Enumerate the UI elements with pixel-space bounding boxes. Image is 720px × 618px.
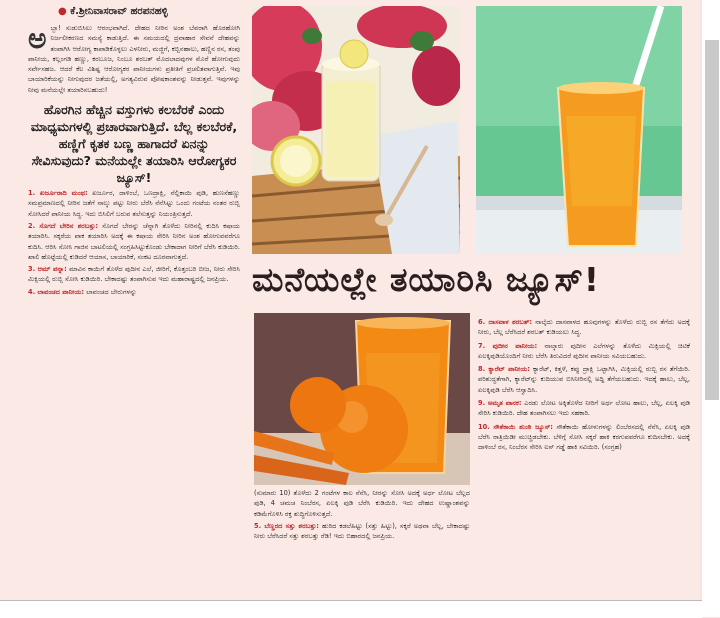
- recipe-item-text: ಲಾವಂಚದ ಬೇರುಗಳನ್ನು: [84, 287, 137, 296]
- adjacent-page-strip: [702, 0, 720, 617]
- recipe-item-text: ಸೊಗದೆ ಬೇರನ್ನು ಚೆನ್ನಾಗಿ ತೊಳೆದು ನೀರಿನಲ್ಲಿ ಕುದಿಸಿ ಕಷಾಯ ತಯಾರಿಸಿ. ಸಕ್ಕರೆಯ ಪಾಕ ತಯಾರಿಸಿ ಅದಕ್ಕೆ ಈ ಕಷಾಯ ಸೇರಿಸಿ ನೀರಿನ ಅಂಶ ಹೋಗುವವರೆಗೂ ಕುದಿಸಿ. ಆರಿಸಿ ಸೋಸಿ ಗಾಜಿನ ಬಾಟಲಿಯಲ್ಲಿ ಸಂಗ್ರಹಿಸಿಟ್ಟುಕೊಂಡು ಬೇಕಾದಾಗ ನೀರಿಗೆ ಬೆರೆಸಿ ಕುಡಿಯಿರಿ. ಖಾಲಿ ಹೊಟ್ಟೆಯಲ್ಲಿ ಕುಡಿದರೆ ಆಯಾಸ, ಬಾಯಾರಿಕೆ, ಸಂಕಟ ದೂರವಾಗುತ್ತದೆ.: [28, 221, 240, 261]
- deck-highlight: ಹೊರಗಿನ ಹೆಚ್ಚಿನ ವಸ್ತುಗಳು ಕಲಬೆರಕೆ ಎಂದು ಮಾಧ್ಯಮಗಳಲ್ಲಿ ಪ್ರಚಾರವಾಗುತ್ತಿದೆ. ಬೆಲ್ಲ ಕಲಬೆರಕೆ, ಹಣ್ಣಿಗೆ ಕೃತಕ ಬಣ್ಣ ಹಾಗಾದರೆ ಏನನ್ನು ಸೇವಿಸುವುದು? ಮನೆಯಲ್ಲೇ ತಯಾರಿಸಿ ಆರೋಗ್ಯಕರ ಜ್ಯೂಸ್!: [30, 102, 238, 186]
- recipe-item-title: 9. ಅಮೃತ ಪಾನಕ:: [478, 399, 522, 408]
- recipe-item-title: 10. ಸೌತೆಕಾಯಿ ಶುಂಠಿ ಜ್ಯೂಸ್:: [478, 422, 553, 431]
- recipe-item: [478, 317, 690, 338]
- recipe-item: [28, 287, 240, 297]
- recipe-item-text: (ಸುಮಾರು 10) ತೊಳೆದು 2 ಗಂಟೆಗಳ ಕಾಲ ನೆನೆಸಿ, ನೀರನ್ನು ಸೋಸಿ ಅದಕ್ಕೆ ಅರ್ಧ ಲೋಟ ಬೆಲ್ಲದ ಪುಡಿ, 4 ಚಮಚ ನಿಂಬೆರಸ, ಏಲಕ್ಕಿ ಪುಡಿ ಬೆರೆಸಿ ಕುಡಿಯಿರಿ. ಇದು ದೇಹದ ಉಷ್ಣಾಂಶವನ್ನು ಕಡಿಮೆಗೊಳಿಸಿ ರಕ್ತ ಶುದ್ಧಿಗೊಳಿಸುತ್ತದೆ.: [254, 489, 470, 518]
- adjacent-page-image: [705, 40, 719, 400]
- recipe-list-right: [478, 317, 690, 456]
- recipe-item-title: 6. ದಾಸವಾಳ ಶರಬತ್:: [478, 318, 532, 326]
- recipe-list-middle: [254, 488, 470, 543]
- recipe-item-text: ಮಾವಿನ ಕಾಯಿಗೆ ತೊಳೆದ ಪುದೀನ ಎಲೆ, ಜೀರಿಗೆ, ಕೊತ್ತಂಬರಿ ಬೀಜ, ನೀರು ಸೇರಿಸಿ ಮಿಕ್ಸಿಯಲ್ಲಿ ರುಬ್ಬಿ ಸೋಸಿ ಕುಡಿಯಿರಿ. ಬೇಕಾದಷ್ಟು ತಂಪಾಗಿಸುವ ಇದು ಮಹಾರಾಷ್ಟ್ರದಲ್ಲಿ ಜನಪ್ರಿಯ.: [28, 265, 240, 284]
- recipe-item-text: ಕ್ಯಾರೆಟ್, ಕಿತ್ತಳೆ, ಕಪ್ಪು ದ್ರಾಕ್ಷಿ ಒಟ್ಟಾಗಿಸಿ, ಮಿಕ್ಸಿಯಲ್ಲಿ ರುಬ್ಬಿ ರಸ ತೆಗೆಯಿರಿ. ಪರಿಶುದ್ಧತೆಗಾಗಿ, ಕ್ಯಾರೆಟ್‍ನ್ನು ಕುದಿಯುವ ಬಿಸಿನೀರಿನಲ್ಲಿ ಅದ್ದಿ ತೆಗೆಯಬಹುದು. ಇದಕ್ಕೆ ಹಾಲು, ಬೆಲ್ಲ, ಏಲಕ್ಕಿಪುಡಿ ಬೆರೆಸಿ ಆಸ್ವಾದಿಸಿ.: [478, 365, 690, 394]
- recipe-item-title: 5. ಬೆಣ್ಣರದ ಸತ್ತು ಶರಬತ್ತು:: [254, 521, 319, 530]
- intro-text: ಬ್ಬಾ! ಸುಡುಬಿಸಿಲು ಆರಂಭವಾಗಿದೆ. ದೇಹದ ನೀರಿನ ಅಂಶ ಬೆವರಾಗಿ ಹೊರಹೋಗಿ ನಿರ್ಜಲೀಕರಣದ ಸಮಸ್ಯೆ ಕಾಡುತ್ತಿದೆ. ಈ ಸಮಯದಲ್ಲಿ ದ್ರವಾಹಾರ ಸೇವನೆ ದೇಹವನ್ನು ತಂಪಾಗಿಸಿ ಆರೋಗ್ಯ ಕಾಪಾಡಿಕೊಳ್ಳಲು ಎಳನೀರು, ಮಜ್ಜಿಗೆ, ಕಬ್ಬಿನಹಾಲು, ಹಣ್ಣಿನ ರಸ, ತಂಪು ಪಾನೀಯ, ಕಲ್ಲಂಗಡಿ ಹಣ್ಣು, ಕರಬೂಜ, ನಿಂಬೂ ಶರಬತ್ ಮೊದಲಾದವುಗಳ ಮೊರೆ ಹೋಗುವುದು ಸರ್ವೇಸಹಜ. ಆದರೆ ಕೆಲ ವಿಶಿಷ್ಟ ಆರೋಗ್ಯಕರ ಪಾನೀಯಗಳು ಪ್ರತೀತಿಗೆ ಪ್ರಚಲಿತವಾಗುತ್ತಿವೆ. ಇವು ಬಾಯಾರಿಕೆಯನ್ನು ನೀಗುವುದರ ಜತೆಯಲ್ಲಿ, ಅಗತ್ಯವಿರುವ ಪೋಷಕಾಂಶವನ್ನು ನೀಡುತ್ತವೆ. ಇವುಗಳನ್ನು ನೀವು ಮನೆಯಲ್ಲೇ ತಯಾರಿಸಬಹುದು!: [28, 24, 240, 94]
- recipe-item-text: ಎರಡು ಲೋಟ ಅಕ್ಕಿತೊಳೆದ ನೀರಿಗೆ ಅರ್ಧ ಲೋಟ ಹಾಲು, ಬೆಲ್ಲ, ಏಲಕ್ಕಿ ಪುಡಿ ಸೇರಿಸಿ ಕುಡಿಯಿರಿ. ದೇಹ ತಂಪಾಗಿಸಲು ಇದು ಸಹಕಾರಿ.: [478, 399, 691, 418]
- byline-star-icon: ●: [58, 6, 67, 17]
- recipe-item-title: 4. ಲಾವಂಚದ ಪಾನೀಯ:: [28, 287, 85, 296]
- recipe-list-left: [28, 188, 240, 297]
- recipe-item: [254, 521, 470, 542]
- recipe-item-title: 3. ಆಮ್ ಪನ್ನಾ:: [28, 265, 67, 274]
- recipe-item: [28, 221, 240, 262]
- orange-juice-photo: [476, 6, 682, 254]
- recipe-item-title: 2. ಸೊಗದೆ ಬೇರಿನ ಶರಬತ್ತು:: [28, 221, 99, 230]
- recipe-item: [478, 398, 690, 419]
- byline-text: ಕೆ.ಶ್ರೀನಿವಾಸರಾವ್ ಹರಪನಹಳ್ಳಿ: [70, 6, 168, 17]
- recipe-item-text: ನಾಲ್ಕಾರು ಪುದೀನ ಎಲೆಗಳನ್ನು ತೊಳೆದು ಮಿಕ್ಸಿಯಲ್ಲಿ ಚಿಟಿಕೆ ಏಲಕ್ಕಿಪುಡಿಯೊಂದಿಗೆ ನೀರು ಬೆರೆಸಿ ತಿರುವಿದರೆ ಪುದೀನ ಪಾನೀಯ ಸವಿಯಬಹುದು.: [478, 341, 690, 360]
- recipe-item: [28, 264, 240, 285]
- recipe-item-title: 8. ಕ್ಯಾರೆಟ್ ಪಾನೀಯ:: [478, 365, 530, 374]
- recipe-item-text: ನಾಲ್ಕೆದು ದಾಸವಾಳದ ಹೂವುಗಳನ್ನು ತೊಳೆದು ರುಬ್ಬಿ ರಸ ತೆಗೆದು ಅದಕ್ಕೆ ನೀರು, ಬೆಲ್ಲ ಬೆರೆಸಿದರೆ ಶರಬತ್ ಕುಡಿಯಲು ಸಿದ್ಧ.: [478, 318, 690, 337]
- lemon-juice-photo: [252, 6, 460, 254]
- drop-cap: ಅ: [28, 22, 47, 55]
- next-article-strip: [0, 600, 702, 618]
- recipe-item-text: ಖರ್ಜೂರ, ದಾಳಿಂಬೆ, ಒಣದ್ರಾಕ್ಷಿ, ನೆಲ್ಲಿಕಾಯಿ ಪುಡಿ, ಹುಣಸೆಹಣ್ಣು ಸಮಪ್ರಮಾಣದಲ್ಲಿ ನೀರಿನ ಜತೆಗೆ ನಾಲ್ಕು ಪಟ್ಟು ನೀರು ಬೆರೆಸಿ ನೆನೆಸಿಟ್ಟು ಒಂದು ಗಂಟೆಯ ನಂತರ ರುಬ್ಬಿ ಸೋಸಿದರೆ ಪಾನೀಯ ಸಿದ್ಧ. ಇದು ಬಿಸಿಲಿಗೆ ಬರುವ ತಲೆಸುತ್ತನ್ನು ನಿಯಂತ್ರಿಸುತ್ತದೆ.: [28, 189, 241, 218]
- carrot-juice-photo: [254, 313, 470, 485]
- recipe-item: [478, 364, 690, 395]
- recipe-item-text: ಸೌತೆಕಾಯಿ ಹೋಳುಗಳನ್ನು ಲಿಂಬೆರಸದಲ್ಲಿ ನೆನೆಸಿ, ಏಲಕ್ಕಿ ಪುಡಿ ಬೆರೆಸಿ ರಾತ್ರಿಯಿಡೀ ಮುಚ್ಚಿಡಬೇಕು. ಬೆಳಿಗ್ಗೆ ಸೋಸಿ ಸಕ್ಕರೆ ಹಾಕಿ ಕರಗುವವರೆಗೂ ಕುದಿಸಬೇಕು. ಅದಕ್ಕೆ ದಾಳಿಂಬೆ ರಸ, ನಿಂಬೆರಸ ಸೇರಿಸಿ ಐಸ್ ಗಡ್ಡೆ ಹಾಕಿ ಸವಿಯಿರಿ. (ಸಂಗ್ರಹ): [478, 422, 690, 452]
- byline: [58, 6, 240, 17]
- recipe-item: [478, 341, 690, 362]
- main-headline: ಮನೆಯಲ್ಲೇ ತಯಾರಿಸಿ ಜ್ಯೂಸ್!: [252, 260, 600, 299]
- intro-paragraph: [28, 23, 240, 95]
- recipe-item-title: 1. ಖರ್ಜೂರಾದಿ ಮಂಥ:: [28, 189, 88, 198]
- left-column: [28, 6, 240, 299]
- recipe-item: [254, 488, 470, 519]
- recipe-item-text: ಹುರಿದ ಕಡಲೆಹಿಟ್ಟು (ಸತ್ತು ಹಿಟ್ಟು), ಸಕ್ಕರೆ ಅಥವಾ ಬೆಲ್ಲ, ಬೇಕಾದಷ್ಟು ನೀರು ಬೆರೆಸಿದರೆ ಸತ್ತು ಶರಬತ್ತು ರೆಡಿ! ಇದು ಬಿಹಾರದಲ್ಲಿ ಜನಪ್ರಿಯ.: [254, 521, 470, 541]
- recipe-item-title: 7. ಪುದೀನ ಪಾನೀಯ:: [478, 341, 538, 350]
- recipe-item: [478, 422, 690, 453]
- recipe-item: [28, 188, 240, 219]
